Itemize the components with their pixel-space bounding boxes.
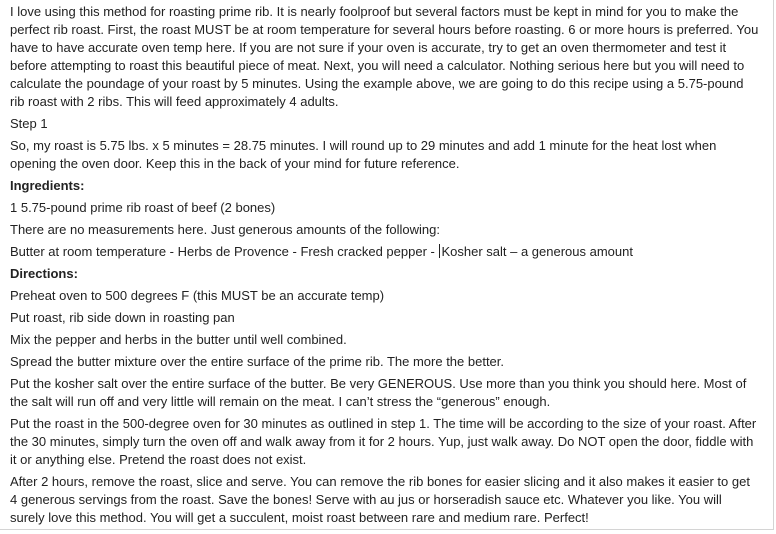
ingredient-item: 1 5.75-pound prime rib roast of beef (2 bones): [10, 200, 276, 215]
direction-step: Mix the pepper and herbs in the butter until well combined.: [10, 332, 347, 347]
ingredient-text-before-caret: Butter at room temperature - Herbs de Provence - Fresh cracked pepper -: [10, 244, 439, 259]
ingredients-heading: Ingredients:: [10, 178, 85, 193]
direction-step: Put the kosher salt over the entire surface of the butter. Be very GENEROUS. Use more than you think you should here. Most of the salt will run off and very little will remain on the meat. I can’t stress the “generous” enough.: [10, 376, 747, 409]
direction-step: Put roast, rib side down in roasting pan: [10, 310, 235, 325]
intro-paragraph: I love using this method for roasting prime rib. It is nearly foolproof but several factors must be kept in mind for you to make the perfect rib roast. First, the roast MUST be at room temperature for several hours before roasting. 6 or more hours is preferred. You have to have accurate oven temp here. If you are not sure if your oven is accurate, try to get an oven thermometer and test it before attempting to roast this beautiful piece of meat. Next, you will need a calculator. Nothing serious here but you will need to calculate the poundage of your roast by 5 minutes. Using the example above, we are going to do this recipe using a 5.75-pound rib roast with 2 ribs. This will feed approximately 4 adults.: [10, 4, 759, 109]
direction-step: Put the roast in the 500-degree oven for 30 minutes as outlined in step 1. The time will be according to the size of your roast. After the 30 minutes, simply turn the oven off and walk away from it for 2 hours. Yup, just walk away. Do NOT open the door, fiddle with it or anything else. Pretend the roast does not exist.: [10, 416, 757, 467]
ingredient-item-with-caret: [10, 243, 759, 261]
step1-paragraph: So, my roast is 5.75 lbs. x 5 minutes = 28.75 minutes. I will round up to 29 minutes and add 1 minute for the heat lost when opening the oven door. Keep this in the back of your mind for future reference.: [10, 138, 717, 171]
direction-step: Preheat oven to 500 degrees F (this MUST be an accurate temp): [10, 288, 385, 303]
ingredient-text-after-caret: Kosher salt – a generous amount: [441, 244, 633, 259]
directions-heading: Directions:: [10, 266, 78, 281]
ingredient-item: There are no measurements here. Just generous amounts of the following:: [10, 222, 440, 237]
step1-label: Step 1: [10, 116, 48, 131]
direction-step: After 2 hours, remove the roast, slice and serve. You can remove the rib bones for easier slicing and it also makes it easier to get 4 generous servings from the roast. Save the bones! Serve with au jus or horseradish sauce etc. Whatever you like. You will surely love this method. You will get a succulent, moist roast between rare and medium rare. Perfect!: [10, 474, 750, 525]
direction-step: Spread the butter mixture over the entire surface of the prime rib. The more the better.: [10, 354, 505, 369]
